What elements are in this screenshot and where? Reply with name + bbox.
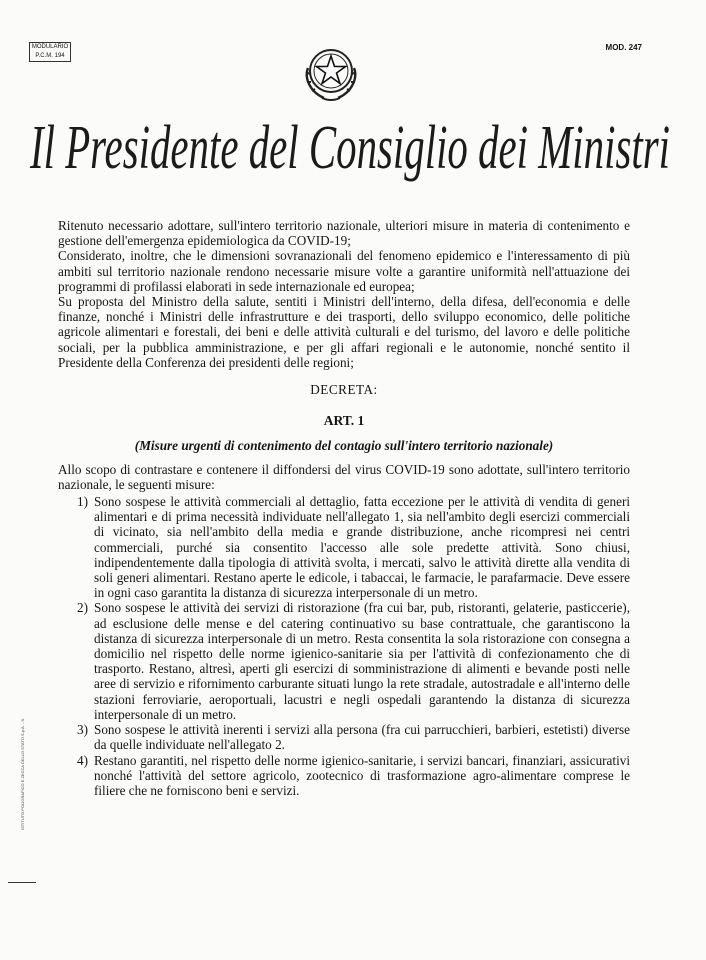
printer-margin-note: ISTITUTO POLIGRAFICO E ZECCA DELLO STATO S.p.A. - S. [20, 717, 25, 830]
modulario-label: MODULARIO [31, 44, 69, 50]
decreta-heading: DECRETA: [310, 382, 378, 398]
margin-rule [8, 882, 36, 883]
decree-body [58, 218, 630, 798]
list-item [58, 494, 630, 600]
svg-text:Il Presidente del Consiglio de: Il Presidente del Consiglio dei Ministri [29, 114, 671, 182]
form-code-box [29, 42, 71, 62]
list-item [58, 722, 630, 752]
pcm-label: P.C.M. 194 [35, 53, 65, 59]
measures-list [58, 494, 630, 798]
italian-emblem-icon [298, 38, 364, 104]
list-item [58, 753, 630, 799]
item-text: Sono sospese le attività commerciali al dettaglio, fatta eccezione per le attività di vendita di generi alimentari e di prima necessità individuate nell'allegato 1, sia nell'ambito degli esercizi commerciali di vicinato, sia nell'ambito della media e grande distribuzione, anche ricompresi nei centri commerciali, purché sia consentito l'accesso alle sole predette attività. Sono chiusi, indipendentemente dalla tipologia di attività svolta, i mercati, salvo le attività dirette alla vendita di soli generi alimentari. Restano aperte le edicole, i tabaccai, le farmacie, le parafarmacie. Deve essere in ogni caso garantita la distanza di sicurezza interpersonale di un metro. [94, 494, 630, 601]
article-number: ART. 1 [323, 413, 365, 429]
list-item [58, 600, 630, 722]
item-text: Restano garantiti, nel rispetto delle norme igienico-sanitarie, i servizi bancari, finanziari, assicurativi nonché l'attività del settore agricolo, zootecnico di trasformazione agro-alimentare comprese le filiere che ne forniscono beni e servizi. [94, 752, 630, 798]
preamble-paragraph: Su proposta del Ministro della salute, sentiti i Ministri dell'interno, della difesa, dell'economia e delle finanze, nonché i Ministri delle infrastrutture e dei trasporti, dello sviluppo economico, delle politiche agricole alimentari e forestali, dei beni e delle attività culturali e del turismo, del lavoro e delle politiche sociali, per la pubblica amministrazione, e per gli affari regionali e le autonomie, nonché sentito il Presidente della Conferenza dei presidenti delle regioni; [58, 294, 630, 370]
item-number: 1) [77, 494, 88, 510]
item-text: Sono sospese le attività dei servizi di ristorazione (fra cui bar, pub, ristoranti, gelaterie, pasticcerie), ad esclusione delle mense e del catering continuativo su base contrattuale, che garantiscono la distanza di sicurezza interpersonale di un metro. Resta consentita la sola ristorazione con consegna a domicilio nel rispetto delle norme igienico-sanitarie sia per l'attività di confezionamento che di trasporto. Restano, altresì, aperti gli esercizi di somministrazione di alimenti e bevande posti nelle aree di servizio e rifornimento carburante situati lungo la rete stradale, autostradale e all'interno delle stazioni ferroviarie, aeroportuali, lacustri e negli ospedali garantendo la distanza di sicurezza interpersonale di un metro. [94, 600, 630, 722]
model-number: MOD. 247 [605, 43, 642, 52]
item-number: 3) [77, 722, 88, 738]
page-title [26, 106, 676, 186]
article-subtitle: (Misure urgenti di contenimento del contagio sull'intero territorio nazionale) [134, 438, 554, 454]
item-number: 2) [77, 600, 88, 616]
item-number: 4) [77, 752, 88, 768]
item-text: Sono sospese le attività inerenti i servizi alla persona (fra cui parrucchieri, barbieri, estetisti) diverse da quelle individuate nell'allegato 2. [94, 722, 630, 753]
preamble-paragraph: Ritenuto necessario adottare, sull'intero territorio nazionale, ulteriori misure in materia di contenimento e gestione dell'emergenza epidemiologica da COVID-19; [58, 218, 630, 249]
article-intro: Allo scopo di contrastare e contenere il diffondersi del virus COVID-19 sono adottate, sull'intero territorio nazionale, le seguenti misure: [58, 461, 630, 492]
preamble-paragraph: Considerato, inoltre, che le dimensioni sovranazionali del fenomeno epidemico e l'interessamento di più ambiti sul territorio nazionale rendono necessarie misure volte a garantire uniformità nell'attuazione dei programmi di profilassi elaborati in sede internazionale ed europea; [58, 248, 630, 294]
